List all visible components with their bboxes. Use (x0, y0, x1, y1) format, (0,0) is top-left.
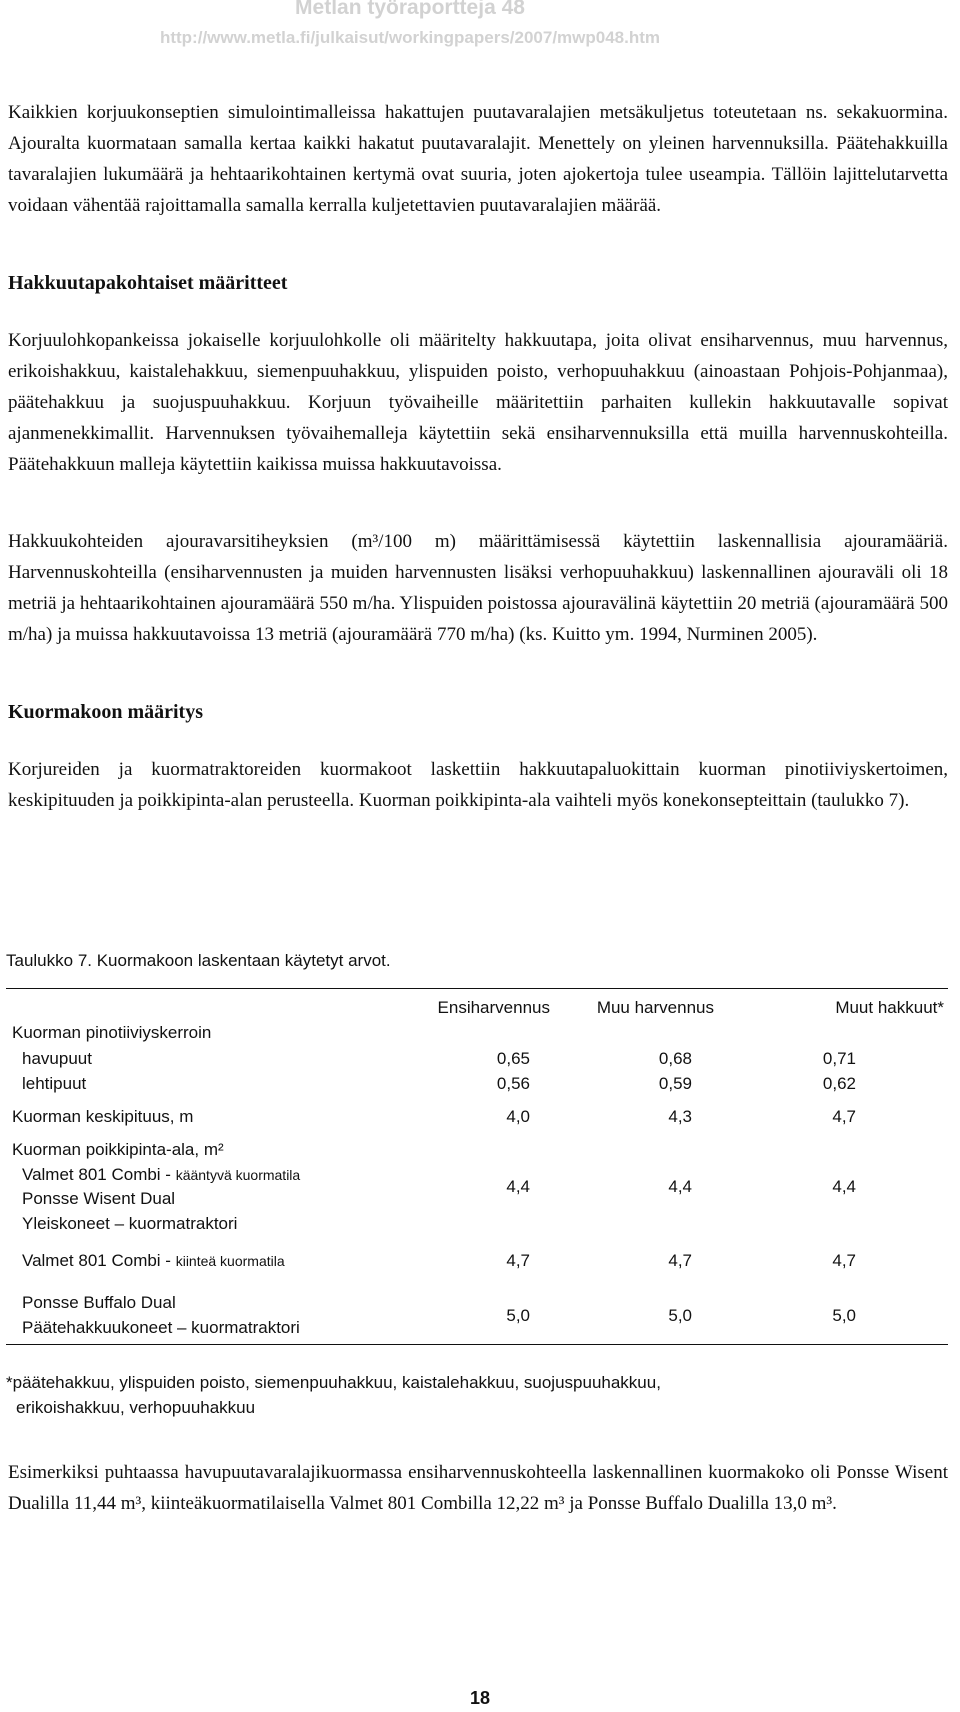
heading-hakkuutapakohtaiset: Hakkuutapakohtaiset määritteet (8, 272, 288, 294)
cell-g2-1: 4,7 (506, 1251, 530, 1270)
cell-havu-1: 0,65 (496, 1049, 530, 1068)
row-label-poikkipinta: Kuorman poikkipinta-ala, m² (12, 1140, 224, 1159)
table-bottom-rule (6, 1344, 948, 1345)
heading-kuormakoon: Kuormakoon määritys (8, 701, 203, 723)
cell-g1-2: 4,4 (668, 1177, 692, 1196)
cell-g1-3: 4,4 (832, 1177, 856, 1196)
row-label-ponsse-buffalo: Ponsse Buffalo Dual (22, 1293, 176, 1312)
cell-havu-3: 0,71 (822, 1049, 856, 1068)
cell-kesk-1: 4,0 (506, 1107, 530, 1126)
paragraph-5: Esimerkiksi puhtaassa havupuutavaralajikuormassa ensiharvennuskohteella laskennallinen kuormakoko oli Ponsse Wisent Dualilla 11,44 m³, kiinteäkuormatilaisella Valmet 801 Combilla 12,22 m³ ja Ponsse Buffalo Dualilla 13,0 m³. (8, 1462, 948, 1514)
cell-lehti-2: 0,59 (658, 1074, 692, 1093)
series-title: Metlan työraportteja 48 (295, 0, 525, 19)
row-label-ponsse-wisent: Ponsse Wisent Dual (22, 1189, 176, 1208)
row-label-keskipituus: Kuorman keskipituus, m (12, 1107, 194, 1126)
table-footnote-1: *päätehakkuu, ylispuiden poisto, siemenpuuhakkuu, kaistalehakkuu, suojuspuuhakkuu, (6, 1373, 661, 1392)
col-header-1: Ensiharvennus (437, 998, 550, 1017)
col-header-2: Muu harvennus (596, 998, 714, 1017)
page-number: 18 (469, 1688, 491, 1708)
cell-g1-1: 4,4 (506, 1177, 530, 1196)
row-label-pinotiiviys: Kuorman pinotiiviyskerroin (12, 1023, 212, 1042)
cell-lehti-1: 0,56 (496, 1074, 530, 1093)
cell-havu-2: 0,68 (658, 1049, 692, 1068)
paragraph-2: Korjuulohkopankeissa jokaiselle korjuulohkolle oli määritelty hakkuutapa, joita olivat ensiharvennus, muu harvennus, erikoishakkuu, kaistalehakkuu, siemenpuuhakkuu, ylispuiden poisto, verhopuuhakkuu (ainoastaan Pohjois-Pohjanmaa), päätehakkuu ja suojuspuuhakkuu. Korjuun työvaiheille määritettiin parhaiten kullekin hakkuutavalle sopivat ajanmenekkimallit. Harvennuksen työvaihemalleja käytettiin sekä ensiharvennuksilla että muilla harvennuskohteilla. Päätehakkuun malleja käytettiin kaikissa muissa hakkuutavoissa. (8, 330, 948, 475)
row-label-valmet-kaantyva (22, 1165, 300, 1185)
row-label-lehtipuut: lehtipuut (22, 1074, 87, 1093)
row-label-yleiskoneet: Yleiskoneet – kuormatraktori (22, 1214, 238, 1233)
col-header-3: Muut hakkuut* (835, 998, 944, 1017)
row-label-valmet-kiintea (22, 1251, 285, 1271)
cell-lehti-3: 0,62 (822, 1074, 856, 1093)
row-label-paatehakkuukoneet: Päätehakkuukoneet – kuormatraktori (22, 1318, 300, 1337)
cell-g2-3: 4,7 (832, 1251, 856, 1270)
paragraph-4: Korjureiden ja kuormatraktoreiden kuormakoot laskettiin hakkuutapaluokittain kuorman pinotiiviyskertoimen, keskipituuden ja poikkipinta-alan perusteella. Kuorman poikkipinta-ala vaihteli myös konekonsepteittain (taulukko 7). (8, 759, 948, 811)
cell-g3-2: 5,0 (668, 1306, 692, 1325)
cell-kesk-3: 4,7 (832, 1107, 856, 1126)
valmet-kiintea-note: kiinteä kuormatila (175, 1253, 285, 1269)
table-caption: Taulukko 7. Kuormakoon laskentaan käytetyt arvot. (6, 951, 391, 970)
row-label-havupuut: havupuut (22, 1049, 92, 1068)
series-url: http://www.metla.fi/julkaisut/workingpapers/2007/mwp048.htm (159, 28, 661, 47)
table-top-rule (6, 988, 948, 989)
cell-g3-3: 5,0 (832, 1306, 856, 1325)
paragraph-3: Hakkuukohteiden ajouravarsitiheyksien (m³/100 m) määrittämisessä käytettiin laskennallisia ajouramääriä. Harvennuskohteilla (ensiharvennusten ja muiden harvennusten lisäksi verhopuuhakkuu) laskennallinen ajouraväli oli 18 metriä ja hehtaarikohtainen ajouramäärä 550 m/ha. Ylispuiden poistossa ajouravälinä käytettiin 20 metriä (ajouramäärä 500 m/ha) ja muissa hakkuutavoissa 13 metriä (ajouramäärä 770 m/ha) (ks. Kuitto ym. 1994, Nurminen 2005). (8, 531, 948, 645)
cell-g2-2: 4,7 (668, 1251, 692, 1270)
table-footnote-2: erikoishakkuu, verhopuuhakkuu (16, 1398, 256, 1417)
cell-kesk-2: 4,3 (668, 1107, 692, 1126)
valmet-name: Valmet 801 Combi - (22, 1165, 176, 1184)
cell-g3-1: 5,0 (506, 1306, 530, 1325)
valmet-name-2: Valmet 801 Combi - (22, 1251, 176, 1270)
paragraph-1: Kaikkien korjuukonseptien simulointimalleissa hakattujen puutavaralajien metsäkuljetus toteutetaan ns. sekakuormina. Ajouralta kuormataan samalla kertaa kaikki hakatut puutavaralajit. Menettely on yleinen harvennuksilla. Päätehakkuilla tavaralajien lukumäärä ja hehtaarikohtainen kertymä ovat suuria, joten ajokertoja tulee useampia. Tällöin lajittelutarvetta voidaan vähentää rajoittamalla samalla kerralla kuljetettavien puutavaralajien määrää. (8, 102, 948, 216)
valmet-kaantyva-note: kääntyvä kuormatila (175, 1167, 301, 1183)
